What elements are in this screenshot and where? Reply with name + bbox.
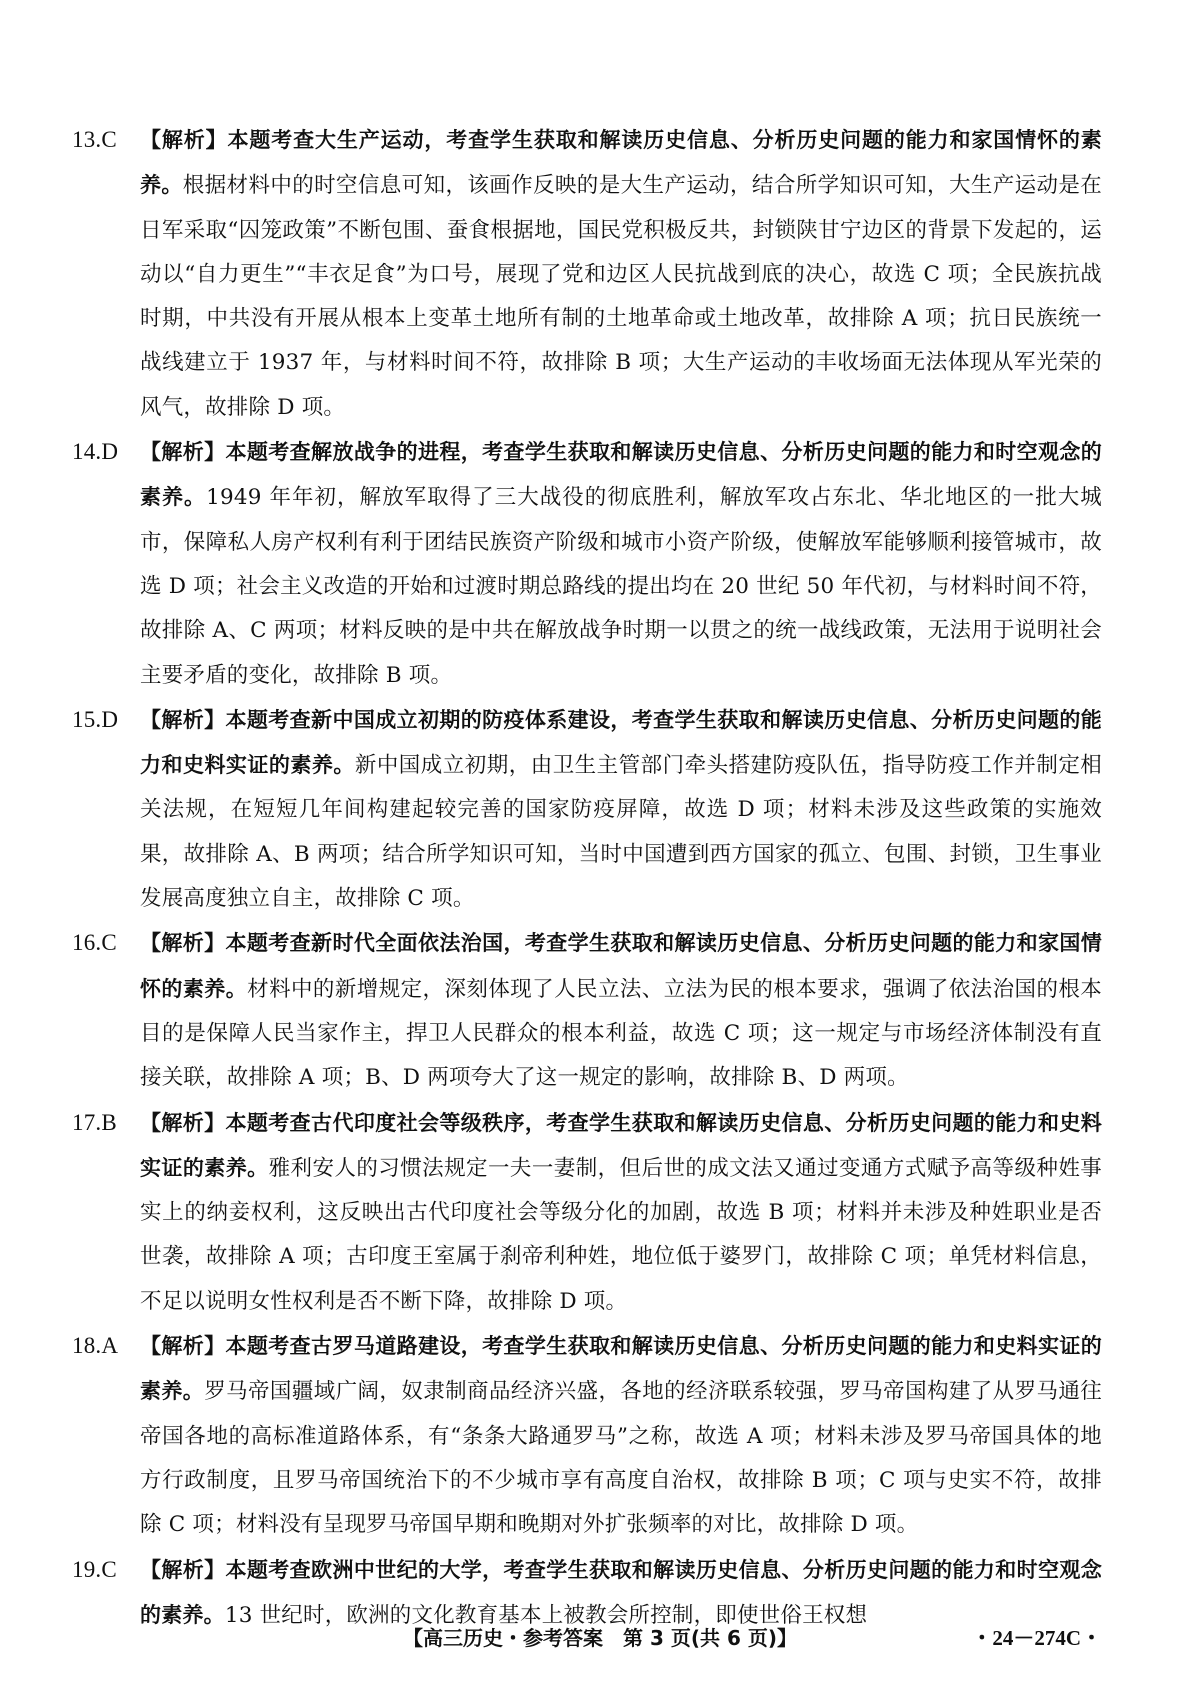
analysis-body: 1949 年年初，解放军取得了三大战役的彻底胜利，解放军攻占东北、华北地区的一批大城市，保障私人房产权利有利于团结民族资产阶级和城市小资产阶级，使解放军能够顺利接管城市，故选 D 项；社会主义改造的开始和过渡时期总路线的提出均在 20 世纪 50 年代初，与材料时间不符，故排除 A、C 两项；材料反映的是中共在解放战争时期一以贯之的统一战线政策，无法用于说明社会主要矛盾的变化，故排除 B 项。 [140,485,1102,688]
analysis-body: 罗马帝国疆域广阔，奴隶制商品经济兴盛，各地的经济联系较强，罗马帝国构建了从罗马通往帝国各地的高标准道路体系，有“条条大路通罗马”之称，故选 A 项；材料未涉及罗马帝国具体的地方行政制度，且罗马帝国统治下的不少城市享有高度自治权，故排除 B 项；C 项与史实不符，故排除 C 项；材料没有呈现罗马帝国早期和晚期对外扩张频率的对比，故排除 D 项。 [140,1379,1102,1538]
question-number: 19.C [72,1556,117,1582]
analysis-body: 新中国成立初期，由卫生主管部门牵头搭建防疫队伍，指导防疫工作并制定相关法规，在短短几年间构建起较完善的国家防疫屏障，故选 D 项；材料未涉及这些政策的实施效果，故排除 A、B 两项；结合所学知识可知，当时中国遭到西方国家的孤立、包围、封锁，卫生事业发展高度独立自主，故排除 C 项。 [140,753,1103,912]
answer-item-13 [72,118,1102,430]
answer-item-17 [72,1101,1102,1324]
question-number: 15.D [72,706,119,732]
question-number: 13.C [72,127,117,152]
answer-item-14 [72,430,1102,698]
analysis-tag: 【解析】 [140,1334,226,1359]
question-number: 14.D [72,439,119,465]
analysis-intro: 本题考查欧洲中世纪的大学，考查学生获取和解读历史信息、分析历史问题的能力和时空观念的素养。 [140,1557,1102,1627]
analysis-intro: 本题考查古代印度社会等级秩序，考查学生获取和解读历史信息、分析历史问题的能力和史料实证的素养。 [140,1110,1102,1180]
question-number: 16.C [72,930,117,956]
question-number: 18.A [72,1333,119,1359]
analysis-tag: 【解析】 [140,440,226,465]
analysis-body: 13 世纪时，欧洲的文化教育基本上被教会所控制，即使世俗王权想 [224,1602,868,1628]
analysis-body: 材料中的新增规定，深刻体现了人民立法、立法为民的根本要求，强调了依法治国的根本目的是保障人民当家作主，捍卫人民群众的根本利益，故选 C 项；这一规定与市场经济体制没有直接关联，故排除 A 项；B、D 两项夸大了这一规定的影响，故排除 B、D 两项。 [140,976,1103,1091]
analysis-intro: 本题考查古罗马道路建设，考查学生获取和解读历史信息、分析历史问题的能力和史料实证的素养。 [140,1334,1102,1404]
analysis-body: 根据材料中的时空信息可知，该画作反映的是大生产运动，结合所学知识可知，大生产运动是在日军采取“囚笼政策”不断包围、蚕食根据地，国民党积极反共，封锁陕甘宁边区的背景下发起的，运动以“自力更生”“丰衣足食”为口号，展现了党和边区人民抗战到底的决心，故选 C 项；全民族抗战时期，中共没有开展从根本上变革土地所有制的土地革命或土地改革，故排除 A 项；抗日民族统一战线建立于 1937 年，与材料时间不符，故排除 B 项；大生产运动的丰收场面无法体现从军光荣的风气，故排除 D 项。 [140,173,1102,420]
analysis-intro: 本题考查大生产运动，考查学生获取和解读历史信息、分析历史问题的能力和家国情怀的素养。 [140,128,1102,198]
question-number: 17.B [72,1109,117,1135]
analysis-body: 雅利安人的习惯法规定一夫一妻制，但后世的成文法又通过变通方式赋予高等级种姓事实上的纳妾权利，这反映出古代印度社会等级分化的加剧，故选 B 项；材料并未涉及种姓职业是否世袭，故排除 A 项；古印度王室属于刹帝利种姓，地位低于婆罗门，故排除 C 项；单凭材料信息，不足以说明女性权利是否不断下降，故排除 D 项。 [140,1155,1102,1314]
analysis-intro: 本题考查解放战争的进程，考查学生获取和解读历史信息、分析历史问题的能力和时空观念的素养。 [140,440,1102,510]
analysis-tag: 【解析】 [140,1110,226,1135]
analysis-tag: 【解析】 [140,931,226,956]
analysis-tag: 【解析】 [140,128,228,152]
analysis-intro: 本题考查新中国成立初期的防疫体系建设，考查学生获取和解读历史信息、分析历史问题的能力和史料实证的素养。 [140,707,1102,778]
page-footer [0,1622,1200,1662]
answer-item-18 [72,1324,1102,1547]
analysis-tag: 【解析】 [140,1557,226,1582]
answer-list [72,118,1102,1638]
footer-page-info: 【高三历史・参考答案 第 3 页(共 6 页)】 [403,1626,797,1650]
analysis-tag: 【解析】 [140,707,226,732]
footer-exam-code: ・24－274C・ [971,1626,1102,1650]
answer-item-16 [72,921,1102,1100]
answer-item-15 [72,698,1102,921]
analysis-intro: 本题考查新时代全面依法治国，考查学生获取和解读历史信息、分析历史问题的能力和家国情怀的素养。 [140,931,1102,1001]
